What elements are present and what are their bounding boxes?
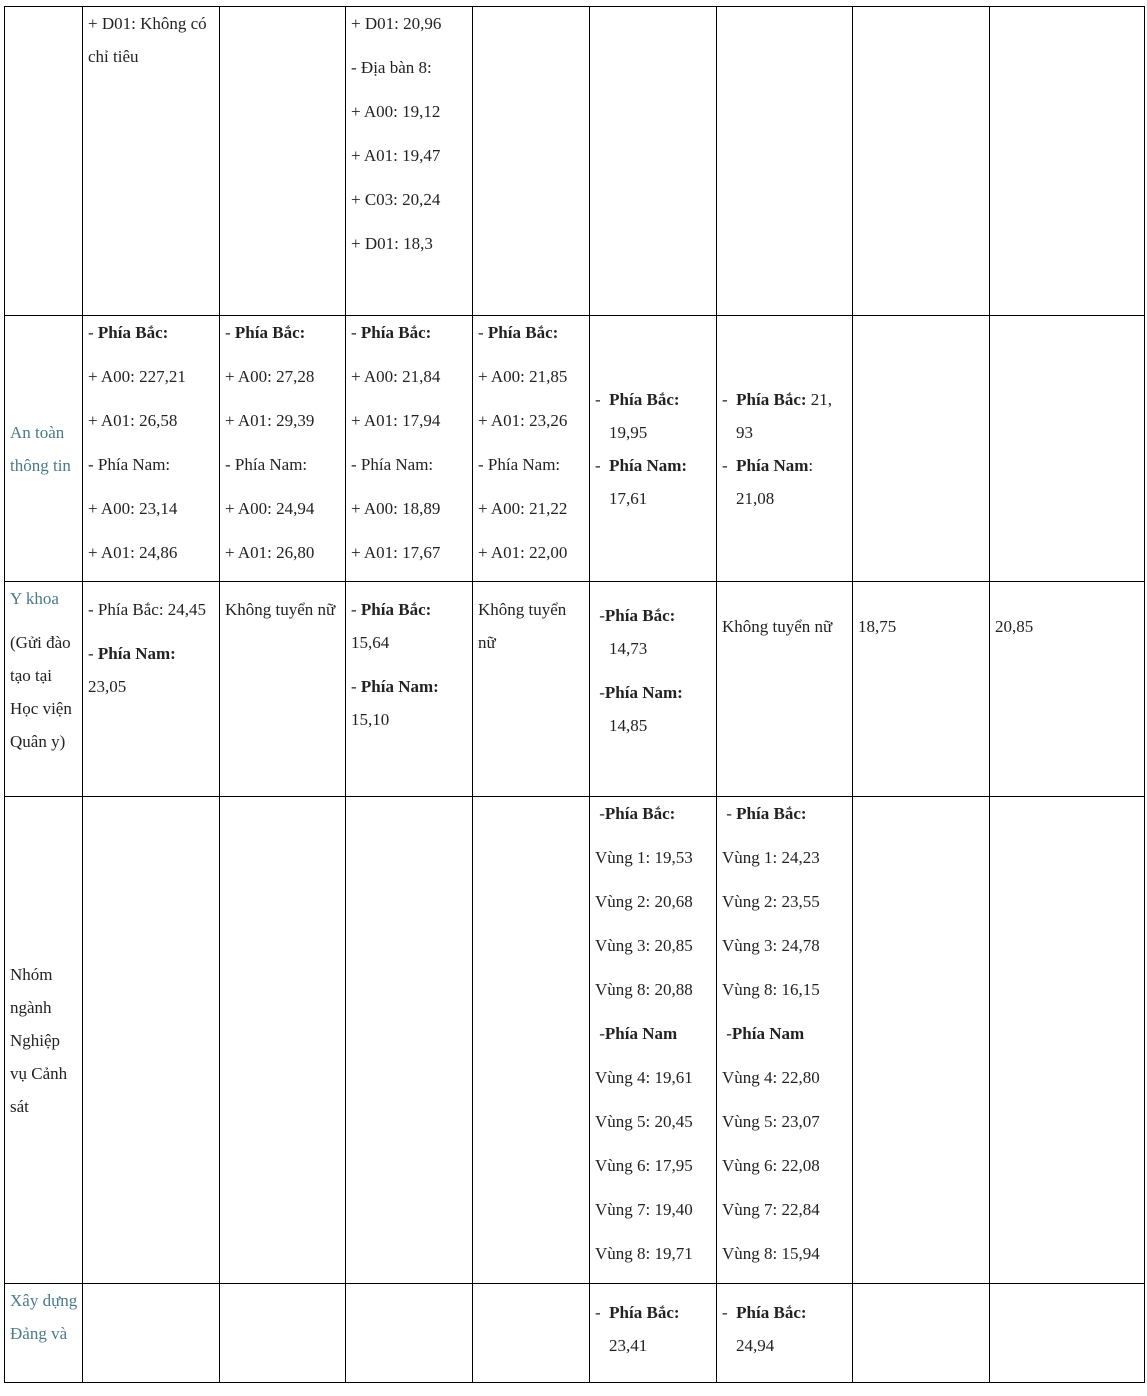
admission-scores-table [4, 6, 1145, 1383]
table-row [5, 316, 1145, 582]
cell: -Phía Bắc: 14,73 -Phía Nam: 14,85 [590, 582, 717, 797]
table-row [5, 7, 1145, 316]
cell [853, 1284, 990, 1383]
cell [346, 797, 473, 1284]
cell: - Phía Bắc: + A00: 21,85 + A01: 23,26 - Phía Nam: + A00: 21,22 + A01: 22,00 [473, 316, 590, 582]
table-row [5, 797, 1145, 1284]
cell [346, 1284, 473, 1383]
cell: - Phía Bắc: 24,94 [717, 1284, 853, 1383]
table-row [5, 582, 1145, 797]
cell [220, 7, 346, 316]
cell [990, 1284, 1145, 1383]
cell-name [5, 7, 83, 316]
cell-name: An toàn thông tin [5, 316, 83, 582]
cell [853, 7, 990, 316]
cell [473, 1284, 590, 1383]
cell: Không tuyển nữ [220, 582, 346, 797]
cell: - Phía Bắc: 24,45 - Phía Nam: 23,05 [83, 582, 220, 797]
cell: Không tuyển nữ [473, 582, 590, 797]
cell: -Phía Bắc: Vùng 1: 19,53 Vùng 2: 20,68 Vùng 3: 20,85 Vùng 8: 20,88 -Phía Nam Vùng 4: 19,61 Vùng 5: 20,45 Vùng 6: 17,95 Vùng 7: 19,40 Vùng 8: 19,71 [590, 797, 717, 1284]
cell [990, 797, 1145, 1284]
cell [220, 797, 346, 1284]
cell-name: Nhóm ngành Nghiệp vụ Cảnh sát [5, 797, 83, 1284]
cell: - Phía Bắc: 23,41 [590, 1284, 717, 1383]
cell [853, 316, 990, 582]
cell: - Phía Bắc: + A00: 227,21 + A01: 26,58 - Phía Nam: + A00: 23,14 + A01: 24,86 [83, 316, 220, 582]
cell [83, 1284, 220, 1383]
cell: - Phía Bắc: + A00: 27,28 + A01: 29,39 - Phía Nam: + A00: 24,94 + A01: 26,80 [220, 316, 346, 582]
cell: Không tuyển nữ [717, 582, 853, 797]
cell [220, 1284, 346, 1383]
cell [990, 316, 1145, 582]
cell: 18,75 [853, 582, 990, 797]
cell: + D01: Không có chỉ tiêu [83, 7, 220, 316]
cell: 20,85 [990, 582, 1145, 797]
cell: - Phía Bắc: 15,64 - Phía Nam: 15,10 [346, 582, 473, 797]
cell: - Phía Bắc: + A00: 21,84 + A01: 17,94 - Phía Nam: + A00: 18,89 + A01: 17,67 [346, 316, 473, 582]
cell [83, 797, 220, 1284]
cell: - Phía Bắc: Vùng 1: 24,23 Vùng 2: 23,55 Vùng 3: 24,78 Vùng 8: 16,15 -Phía Nam Vùng 4: 22,80 Vùng 5: 23,07 Vùng 6: 22,08 Vùng 7: 22,84 Vùng 8: 15,94 [717, 797, 853, 1284]
cell [990, 7, 1145, 316]
cell [473, 797, 590, 1284]
cell: - Phía Bắc: 19,95 - Phía Nam: 17,61 [590, 316, 717, 582]
cell [590, 7, 717, 316]
cell [853, 797, 990, 1284]
cell-name: Xây dựng Đảng và [5, 1284, 83, 1383]
cell: + D01: 20,96 - Địa bàn 8: + A00: 19,12 + A01: 19,47 + C03: 20,24 + D01: 18,3 [346, 7, 473, 316]
cell [717, 7, 853, 316]
cell-name: Y khoa (Gửi đào tạo tại Học viện Quân y) [5, 582, 83, 797]
table-row [5, 1284, 1145, 1383]
cell [473, 7, 590, 316]
cell: - Phía Bắc: 21, 93 - Phía Nam: 21,08 [717, 316, 853, 582]
